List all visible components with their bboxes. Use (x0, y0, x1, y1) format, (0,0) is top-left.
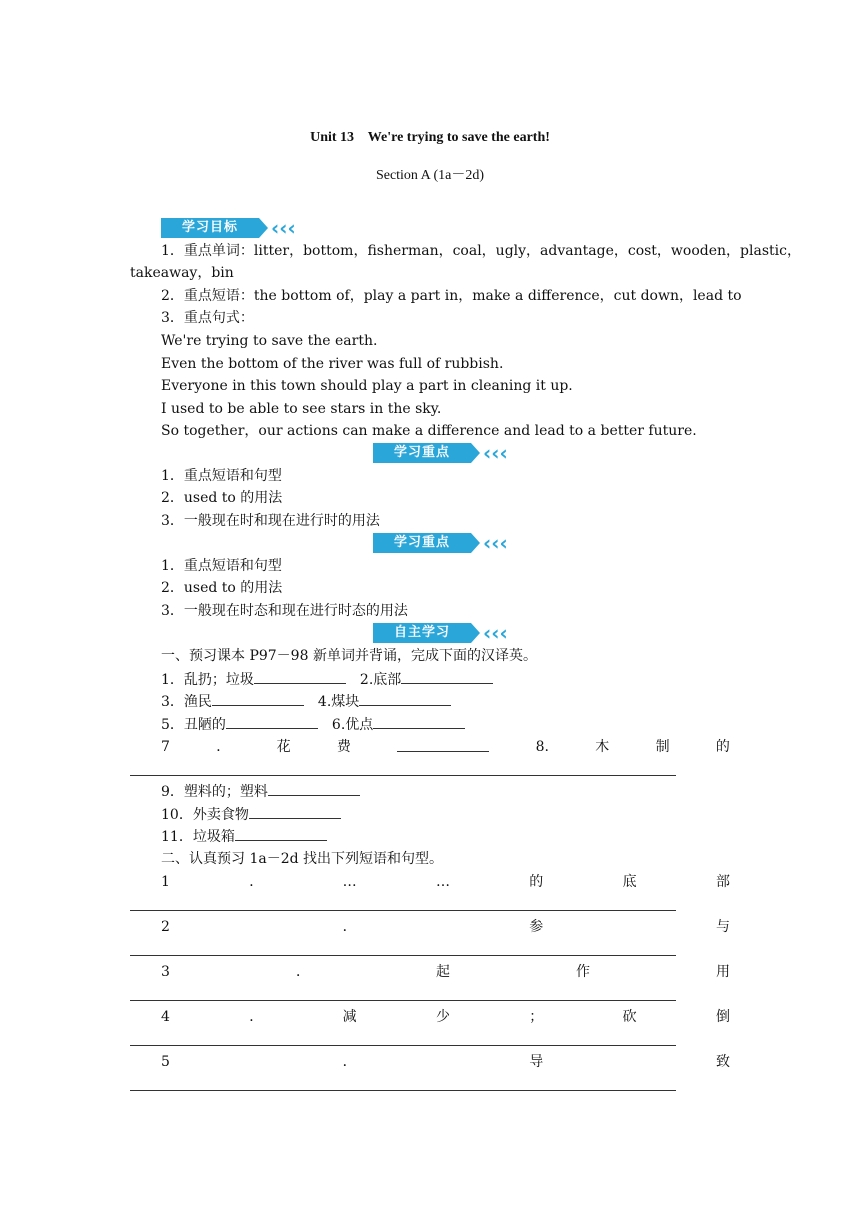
phrase-part: ． (342, 919, 357, 935)
answer-blank[interactable] (397, 737, 489, 752)
vocab-prompt-part: 木 (595, 739, 610, 755)
vocab-prompt-part: 的 (715, 739, 730, 755)
key-points-banner (373, 443, 533, 463)
phrase-row (161, 917, 730, 937)
key-point-item: 2．used to 的用法 (161, 580, 283, 596)
answer-line[interactable] (130, 1045, 676, 1046)
self-study-banner (373, 623, 533, 643)
phrase-part: 5 (161, 1054, 170, 1070)
banner-arrow-shape (471, 443, 480, 463)
phrase-part: 底 (622, 874, 637, 890)
key-point-item: 3．一般现在时和现在进行时的用法 (161, 513, 380, 529)
vocab-prompt: 4.煤块 (317, 694, 360, 710)
answer-blank[interactable] (373, 714, 465, 729)
phrase-part: 倒 (715, 1009, 730, 1025)
phrase-part: 3 (161, 964, 170, 980)
answer-line[interactable] (130, 775, 676, 776)
answer-blank[interactable] (212, 691, 304, 706)
key-points-banner-label: 学习重点 (373, 443, 471, 463)
key-sentence: So together，our actions can make a difference and lead to a better future. (161, 423, 697, 439)
phrase-part: 导 (529, 1054, 544, 1070)
chevron-left-icon: ‹‹‹ (271, 216, 296, 240)
answer-blank[interactable] (249, 804, 341, 819)
objectives-banner-label: 学习目标 (161, 218, 259, 238)
objective-item-1-cont: takeaway，bin (130, 265, 234, 281)
chevron-left-icon: ‹‹‹ (483, 531, 508, 555)
vocab-prompt-part: 8. (535, 739, 549, 755)
banner-arrow-shape (471, 623, 480, 643)
phrase-row (161, 1052, 730, 1072)
vocab-row (161, 826, 327, 847)
phrase-part: 的 (529, 874, 544, 890)
phrase-part: 2 (161, 919, 170, 935)
phrase-part: ． (249, 1009, 264, 1025)
phrase-part: 砍 (622, 1009, 637, 1025)
vocab-row-justified (161, 737, 730, 757)
section-subtitle: Section A (1a－2d) (375, 168, 485, 183)
answer-blank[interactable] (359, 691, 451, 706)
phrase-part: ； (529, 1009, 544, 1025)
answer-blank[interactable] (235, 826, 327, 841)
chevron-left-icon: ‹‹‹ (483, 441, 508, 465)
key-point-item: 1．重点短语和句型 (161, 468, 282, 484)
vocab-prompt: 1．乱扔；垃圾 (161, 672, 254, 688)
phrase-part: 致 (715, 1054, 730, 1070)
phrase-part: 参 (529, 919, 544, 935)
vocab-prompt: 5．丑陋的 (161, 717, 226, 733)
key-point-item: 3．一般现在时态和现在进行时态的用法 (161, 603, 408, 619)
key-point-item: 1．重点短语和句型 (161, 558, 282, 574)
phrase-part: 作 (575, 964, 590, 980)
key-point-item: 2．used to 的用法 (161, 490, 283, 506)
phrase-part: 用 (715, 964, 730, 980)
vocab-prompt: 6.优点 (331, 717, 374, 733)
vocab-row (161, 804, 341, 825)
unit-title: Unit 13 We're trying to save the earth! (310, 130, 550, 145)
phrase-part: 部 (715, 874, 730, 890)
objectives-banner (161, 218, 321, 238)
vocab-prompt: 3．渔民 (161, 694, 212, 710)
answer-line[interactable] (130, 955, 676, 956)
phrase-part: 减 (342, 1009, 357, 1025)
answer-line[interactable] (130, 1000, 676, 1001)
vocab-prompt: 11．垃圾箱 (161, 829, 235, 845)
key-points-banner (373, 533, 533, 553)
objective-item-1: 1．重点单词：litter，bottom，fisherman，coal，ugly，advantage，cost，wooden，plastic， (161, 243, 801, 259)
phrase-part: ． (295, 964, 310, 980)
answer-blank[interactable] (254, 669, 346, 684)
phrase-part: 1 (161, 874, 170, 890)
vocab-prompt-part: 花 (276, 739, 291, 755)
key-sentence: We're trying to save the earth. (161, 333, 378, 349)
vocab-prompt-part: ． (216, 739, 231, 755)
vocab-row (161, 669, 493, 690)
phrase-row (161, 1007, 730, 1027)
vocab-prompt: 10．外卖食物 (161, 807, 249, 823)
vocab-prompt-part: 制 (655, 739, 670, 755)
phrase-part: 4 (161, 1009, 170, 1025)
phrase-part: 与 (715, 919, 730, 935)
objective-item-2: 2．重点短语：the bottom of，play a part in，make a difference，cut down，lead to (161, 288, 742, 304)
self-study-banner-label: 自主学习 (373, 623, 471, 643)
phrase-part: … (435, 874, 450, 890)
answer-blank[interactable] (226, 714, 318, 729)
phrase-part: ． (342, 1054, 357, 1070)
phrase-part: ． (249, 874, 264, 890)
key-sentence: Even the bottom of the river was full of rubbish. (161, 356, 504, 372)
answer-line[interactable] (130, 1090, 676, 1091)
phrase-part: 少 (435, 1009, 450, 1025)
part2-heading: 二、认真预习 1a－2d 找出下列短语和句型。 (161, 851, 444, 867)
answer-blank[interactable] (401, 669, 493, 684)
key-points-banner-label: 学习重点 (373, 533, 471, 553)
chevron-left-icon: ‹‹‹ (483, 621, 508, 645)
phrase-part: … (342, 874, 357, 890)
key-sentence: I used to be able to see stars in the sky. (161, 401, 442, 417)
banner-arrow-shape (471, 533, 480, 553)
phrase-row (161, 962, 730, 982)
vocab-row (161, 714, 465, 735)
vocab-prompt: 9．塑料的；塑料 (161, 784, 268, 800)
objective-item-3: 3．重点句式： (161, 310, 254, 326)
part1-heading: 一、预习课本 P97－98 新单词并背诵，完成下面的汉译英。 (161, 648, 537, 664)
vocab-prompt-part: 7 (161, 739, 170, 755)
banner-arrow-shape (259, 218, 268, 238)
answer-line[interactable] (130, 910, 676, 911)
answer-blank[interactable] (268, 781, 360, 796)
phrase-row (161, 872, 730, 892)
vocab-prompt: 2.底部 (359, 672, 402, 688)
vocab-prompt-part: 费 (336, 739, 351, 755)
key-sentence: Everyone in this town should play a part in cleaning it up. (161, 378, 573, 394)
vocab-row (161, 781, 360, 802)
phrase-part: 起 (435, 964, 450, 980)
vocab-row (161, 691, 451, 712)
